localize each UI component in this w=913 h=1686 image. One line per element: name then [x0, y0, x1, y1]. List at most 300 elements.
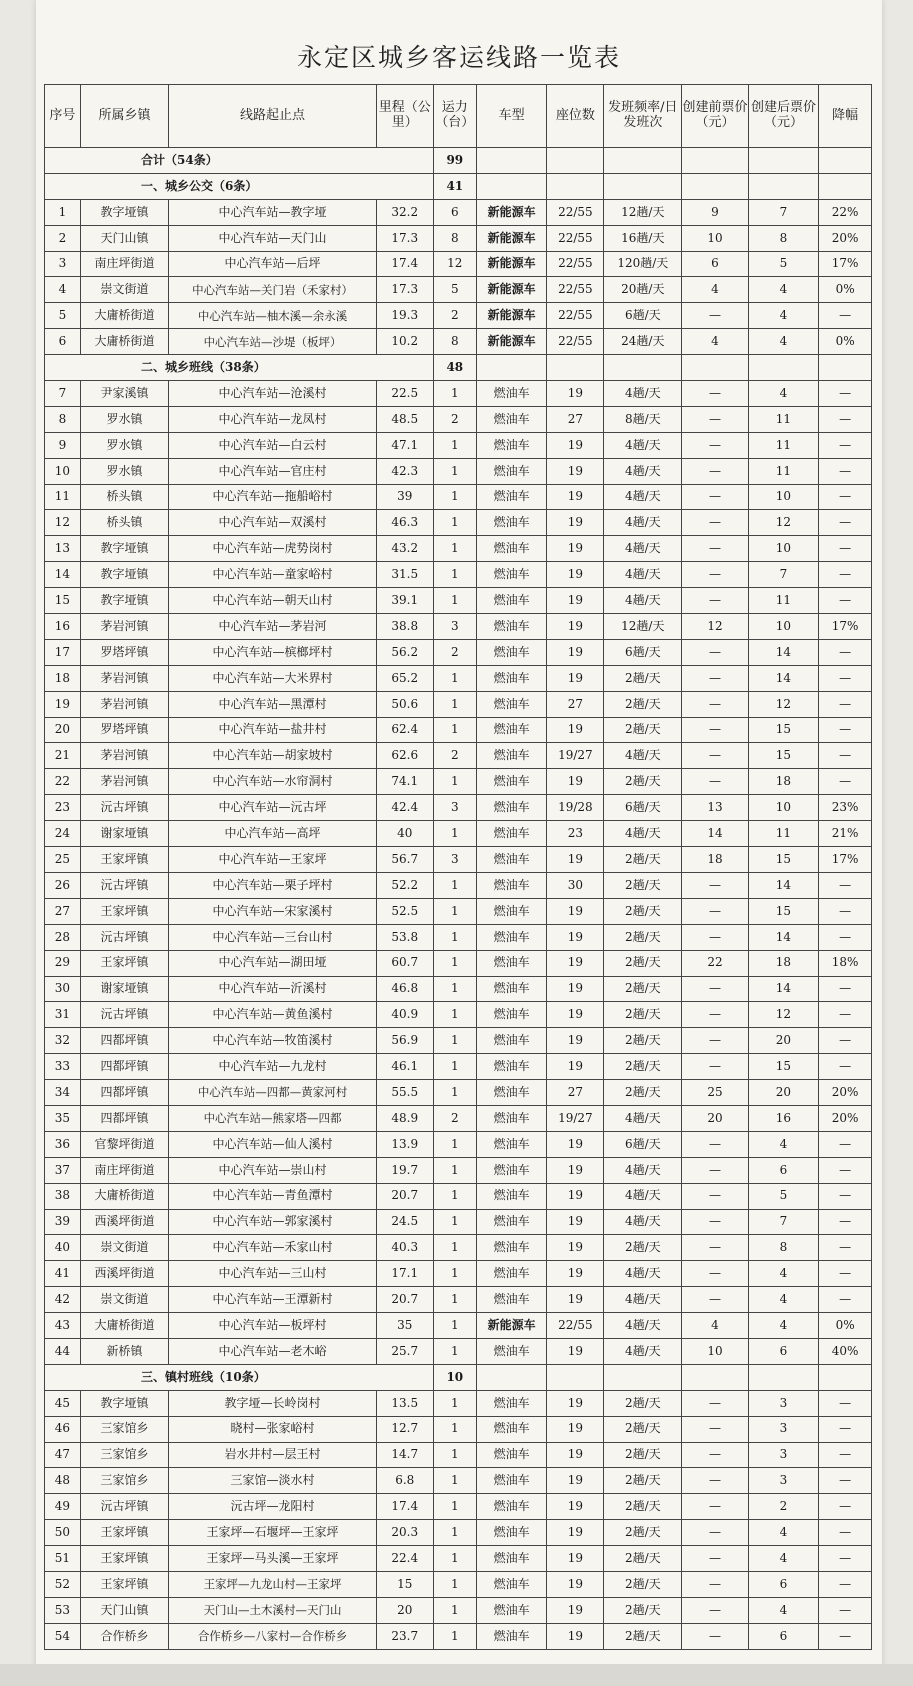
row-price-before: 13: [682, 795, 748, 821]
row-mileage: 31.5: [376, 562, 433, 588]
row-frequency: 120趟/天: [604, 251, 682, 277]
table-row: [45, 432, 872, 458]
row-town: 桥头镇: [80, 510, 168, 536]
row-reduction: —: [819, 1209, 872, 1235]
row-no: 24: [45, 821, 81, 847]
row-town: 大庸桥街道: [80, 303, 168, 329]
row-town: 四都坪镇: [80, 1054, 168, 1080]
table-row: [45, 1416, 872, 1442]
row-seats: 19: [547, 976, 604, 1002]
row-price-before: —: [682, 691, 748, 717]
row-price-after: 14: [748, 639, 819, 665]
row-reduction: —: [819, 484, 872, 510]
row-frequency: 2趟/天: [604, 950, 682, 976]
row-town: 天门山镇: [80, 225, 168, 251]
row-seats: 19: [547, 1442, 604, 1468]
row-no: 43: [45, 1313, 81, 1339]
row-seats: 22/55: [547, 199, 604, 225]
row-price-before: —: [682, 717, 748, 743]
row-frequency: 4趟/天: [604, 1338, 682, 1364]
row-mileage: 39: [376, 484, 433, 510]
table-row: [45, 950, 872, 976]
row-vehicle: 燃油车: [476, 639, 547, 665]
row-price-before: —: [682, 1416, 748, 1442]
row-capacity: 1: [433, 821, 476, 847]
row-no: 51: [45, 1546, 81, 1572]
row-vehicle: 燃油车: [476, 1028, 547, 1054]
row-price-before: 4: [682, 277, 748, 303]
row-price-before: —: [682, 303, 748, 329]
row-town: 谢家垭镇: [80, 976, 168, 1002]
table-row: [45, 847, 872, 873]
row-capacity: 1: [433, 484, 476, 510]
row-no: 40: [45, 1235, 81, 1261]
row-frequency: 4趟/天: [604, 1313, 682, 1339]
row-reduction: —: [819, 1157, 872, 1183]
row-capacity: 2: [433, 1105, 476, 1131]
row-seats: 19: [547, 536, 604, 562]
row-vehicle: 燃油车: [476, 1131, 547, 1157]
row-vehicle: 燃油车: [476, 536, 547, 562]
row-no: 1: [45, 199, 81, 225]
row-capacity: 1: [433, 1002, 476, 1028]
row-frequency: 2趟/天: [604, 1494, 682, 1520]
row-seats: 19: [547, 1468, 604, 1494]
row-capacity: 1: [433, 1494, 476, 1520]
row-seats: 19: [547, 898, 604, 924]
row-reduction: —: [819, 1028, 872, 1054]
row-vehicle: 燃油车: [476, 1054, 547, 1080]
row-route: 中心汽车站—熊家塔—四都: [169, 1105, 377, 1131]
row-no: 13: [45, 536, 81, 562]
row-vehicle: 燃油车: [476, 1623, 547, 1649]
row-no: 16: [45, 614, 81, 640]
row-vehicle: 燃油车: [476, 1235, 547, 1261]
row-reduction: —: [819, 1002, 872, 1028]
row-route: 中心汽车站—柚木溪—余永溪: [169, 303, 377, 329]
row-mileage: 38.8: [376, 614, 433, 640]
row-frequency: 4趟/天: [604, 1287, 682, 1313]
board-frame-edge: [0, 1664, 913, 1686]
row-no: 28: [45, 924, 81, 950]
row-capacity: 1: [433, 976, 476, 1002]
row-town: 崇文街道: [80, 277, 168, 303]
row-no: 26: [45, 872, 81, 898]
row-seats: 22/55: [547, 329, 604, 355]
row-seats: 23: [547, 821, 604, 847]
row-mileage: 14.7: [376, 1442, 433, 1468]
row-price-before: —: [682, 1002, 748, 1028]
row-reduction: —: [819, 691, 872, 717]
row-capacity: 2: [433, 743, 476, 769]
row-capacity: 1: [433, 1338, 476, 1364]
row-price-before: —: [682, 1157, 748, 1183]
row-vehicle: 燃油车: [476, 872, 547, 898]
row-capacity: 1: [433, 1468, 476, 1494]
header-price-after: 创建后票价（元）: [748, 85, 819, 148]
row-reduction: —: [819, 381, 872, 407]
row-reduction: —: [819, 303, 872, 329]
row-vehicle: 燃油车: [476, 898, 547, 924]
row-price-after: 14: [748, 976, 819, 1002]
row-route: 王家坪—九龙山村—王家坪: [169, 1571, 377, 1597]
table-row: [45, 821, 872, 847]
row-vehicle: 燃油车: [476, 821, 547, 847]
row-reduction: 22%: [819, 199, 872, 225]
row-price-before: —: [682, 1597, 748, 1623]
row-capacity: 1: [433, 510, 476, 536]
row-town: 西溪坪街道: [80, 1209, 168, 1235]
row-price-before: —: [682, 1183, 748, 1209]
row-no: 14: [45, 562, 81, 588]
row-frequency: 4趟/天: [604, 562, 682, 588]
row-town: 教字垭镇: [80, 562, 168, 588]
row-seats: 19: [547, 769, 604, 795]
row-town: 沅古坪镇: [80, 1494, 168, 1520]
row-seats: 19: [547, 484, 604, 510]
row-price-before: —: [682, 381, 748, 407]
row-town: 罗塔坪镇: [80, 717, 168, 743]
table-row: [45, 1546, 872, 1572]
row-frequency: 2趟/天: [604, 717, 682, 743]
row-frequency: 24趟/天: [604, 329, 682, 355]
row-mileage: 48.9: [376, 1105, 433, 1131]
row-mileage: 46.1: [376, 1054, 433, 1080]
row-price-after: 15: [748, 743, 819, 769]
table-row: [45, 1080, 872, 1106]
row-price-after: 10: [748, 484, 819, 510]
row-no: 9: [45, 432, 81, 458]
row-seats: 19: [547, 1183, 604, 1209]
table-row: [45, 1571, 872, 1597]
row-price-after: 15: [748, 898, 819, 924]
table-row: [45, 329, 872, 355]
row-capacity: 1: [433, 872, 476, 898]
row-seats: 19: [547, 950, 604, 976]
table-row: [45, 1468, 872, 1494]
total-row: [45, 148, 872, 174]
row-route: 中心汽车站—王家坪: [169, 847, 377, 873]
row-frequency: 2趟/天: [604, 924, 682, 950]
row-seats: 19: [547, 1054, 604, 1080]
row-vehicle: 燃油车: [476, 1390, 547, 1416]
row-no: 35: [45, 1105, 81, 1131]
row-vehicle: 燃油车: [476, 950, 547, 976]
row-capacity: 1: [433, 1080, 476, 1106]
header-price-before: 创建前票价（元）: [682, 85, 748, 148]
row-price-after: 3: [748, 1468, 819, 1494]
row-price-after: 14: [748, 872, 819, 898]
row-price-before: 12: [682, 614, 748, 640]
row-price-before: —: [682, 536, 748, 562]
row-no: 50: [45, 1520, 81, 1546]
row-price-before: 22: [682, 950, 748, 976]
table-row: [45, 458, 872, 484]
row-vehicle: 燃油车: [476, 1520, 547, 1546]
row-price-before: —: [682, 1520, 748, 1546]
row-reduction: —: [819, 1183, 872, 1209]
row-no: 7: [45, 381, 81, 407]
table-row: [45, 1313, 872, 1339]
row-route: 中心汽车站—关门岩（禾家村）: [169, 277, 377, 303]
row-price-before: —: [682, 976, 748, 1002]
row-frequency: 6趟/天: [604, 795, 682, 821]
row-reduction: —: [819, 1468, 872, 1494]
row-capacity: 2: [433, 406, 476, 432]
row-price-after: 7: [748, 199, 819, 225]
row-mileage: 17.3: [376, 277, 433, 303]
row-frequency: 4趟/天: [604, 1157, 682, 1183]
row-mileage: 19.3: [376, 303, 433, 329]
header-town: 所属乡镇: [80, 85, 168, 148]
table-row: [45, 614, 872, 640]
row-reduction: —: [819, 1494, 872, 1520]
row-frequency: 2趟/天: [604, 898, 682, 924]
row-route: 中心汽车站—高坪: [169, 821, 377, 847]
row-price-after: 12: [748, 510, 819, 536]
row-route: 中心汽车站—三台山村: [169, 924, 377, 950]
row-price-after: 11: [748, 432, 819, 458]
row-town: 教字垭镇: [80, 536, 168, 562]
row-no: 46: [45, 1416, 81, 1442]
row-capacity: 6: [433, 199, 476, 225]
row-capacity: 1: [433, 562, 476, 588]
row-vehicle: 燃油车: [476, 562, 547, 588]
row-mileage: 55.5: [376, 1080, 433, 1106]
row-reduction: —: [819, 639, 872, 665]
row-mileage: 56.7: [376, 847, 433, 873]
row-vehicle: 燃油车: [476, 1546, 547, 1572]
row-reduction: 17%: [819, 847, 872, 873]
row-price-after: 6: [748, 1157, 819, 1183]
row-price-after: 10: [748, 795, 819, 821]
row-price-before: —: [682, 924, 748, 950]
row-route: 中心汽车站—龙凤村: [169, 406, 377, 432]
row-town: 新桥镇: [80, 1338, 168, 1364]
row-no: 41: [45, 1261, 81, 1287]
row-no: 23: [45, 795, 81, 821]
row-price-before: 18: [682, 847, 748, 873]
row-town: 沅古坪镇: [80, 795, 168, 821]
row-mileage: 40: [376, 821, 433, 847]
row-price-before: —: [682, 484, 748, 510]
row-mileage: 35: [376, 1313, 433, 1339]
row-vehicle: 燃油车: [476, 588, 547, 614]
row-town: 南庄坪街道: [80, 251, 168, 277]
table-row: [45, 1054, 872, 1080]
row-route: 中心汽车站—大米界村: [169, 665, 377, 691]
row-no: 53: [45, 1597, 81, 1623]
row-town: 尹家溪镇: [80, 381, 168, 407]
row-vehicle: 燃油车: [476, 1002, 547, 1028]
header-vehicle: 车型: [476, 85, 547, 148]
row-mileage: 22.5: [376, 381, 433, 407]
row-price-after: 16: [748, 1105, 819, 1131]
row-town: 茅岩河镇: [80, 691, 168, 717]
row-price-after: 15: [748, 1054, 819, 1080]
row-mileage: 17.3: [376, 225, 433, 251]
row-frequency: 2趟/天: [604, 1002, 682, 1028]
row-vehicle: 燃油车: [476, 458, 547, 484]
row-town: 谢家垭镇: [80, 821, 168, 847]
row-capacity: 2: [433, 639, 476, 665]
table-row: [45, 1287, 872, 1313]
row-vehicle: 新能源车: [476, 251, 547, 277]
row-frequency: 4趟/天: [604, 536, 682, 562]
row-vehicle: 燃油车: [476, 1105, 547, 1131]
row-frequency: 2趟/天: [604, 1390, 682, 1416]
row-reduction: —: [819, 665, 872, 691]
table-body: [45, 148, 872, 1650]
row-price-before: —: [682, 1054, 748, 1080]
row-capacity: 1: [433, 1313, 476, 1339]
row-reduction: 20%: [819, 1080, 872, 1106]
row-town: 官黎坪街道: [80, 1131, 168, 1157]
row-route: 中心汽车站—官庄村: [169, 458, 377, 484]
row-no: 17: [45, 639, 81, 665]
table-row: [45, 769, 872, 795]
row-vehicle: 燃油车: [476, 1157, 547, 1183]
row-reduction: 23%: [819, 795, 872, 821]
row-town: 三家馆乡: [80, 1442, 168, 1468]
row-route: 王家坪—石堰坪—王家坪: [169, 1520, 377, 1546]
row-price-after: 11: [748, 821, 819, 847]
row-mileage: 17.1: [376, 1261, 433, 1287]
row-mileage: 22.4: [376, 1546, 433, 1572]
row-town: 茅岩河镇: [80, 665, 168, 691]
table-row: [45, 1261, 872, 1287]
row-route: 中心汽车站—老木峪: [169, 1338, 377, 1364]
row-town: 王家坪镇: [80, 1520, 168, 1546]
row-frequency: 4趟/天: [604, 458, 682, 484]
row-vehicle: 燃油车: [476, 847, 547, 873]
row-price-after: 4: [748, 1287, 819, 1313]
row-price-after: 14: [748, 924, 819, 950]
row-frequency: 2趟/天: [604, 1028, 682, 1054]
row-seats: 19: [547, 1261, 604, 1287]
row-route: 沅古坪—龙阳村: [169, 1494, 377, 1520]
row-seats: 19: [547, 1131, 604, 1157]
row-price-before: —: [682, 510, 748, 536]
row-town: 合作桥乡: [80, 1623, 168, 1649]
row-capacity: 1: [433, 1054, 476, 1080]
row-mileage: 46.3: [376, 510, 433, 536]
row-seats: 22/55: [547, 1313, 604, 1339]
table-row: [45, 691, 872, 717]
row-seats: 19: [547, 1494, 604, 1520]
row-reduction: —: [819, 1054, 872, 1080]
row-route: 中心汽车站—拖船峪村: [169, 484, 377, 510]
row-mileage: 39.1: [376, 588, 433, 614]
row-seats: 19: [547, 562, 604, 588]
row-capacity: 3: [433, 614, 476, 640]
row-reduction: —: [819, 1597, 872, 1623]
row-mileage: 52.2: [376, 872, 433, 898]
row-reduction: —: [819, 1390, 872, 1416]
row-capacity: 1: [433, 769, 476, 795]
row-price-before: —: [682, 1571, 748, 1597]
row-vehicle: 燃油车: [476, 717, 547, 743]
row-frequency: 4趟/天: [604, 381, 682, 407]
row-price-after: 11: [748, 588, 819, 614]
row-capacity: 1: [433, 458, 476, 484]
row-route: 中心汽车站—白云村: [169, 432, 377, 458]
row-mileage: 17.4: [376, 1494, 433, 1520]
row-capacity: 1: [433, 1131, 476, 1157]
row-no: 6: [45, 329, 81, 355]
header-mileage: 里程（公里）: [376, 85, 433, 148]
row-town: 王家坪镇: [80, 1571, 168, 1597]
row-price-before: 6: [682, 251, 748, 277]
row-frequency: 2趟/天: [604, 665, 682, 691]
row-reduction: —: [819, 872, 872, 898]
row-price-before: —: [682, 1494, 748, 1520]
row-reduction: 21%: [819, 821, 872, 847]
total-label: 合计（54条）: [45, 148, 434, 174]
row-price-after: 3: [748, 1416, 819, 1442]
row-price-after: 4: [748, 1131, 819, 1157]
table-row: [45, 1209, 872, 1235]
row-price-before: 4: [682, 329, 748, 355]
row-vehicle: 燃油车: [476, 381, 547, 407]
row-price-after: 4: [748, 1520, 819, 1546]
row-frequency: 2趟/天: [604, 1442, 682, 1468]
row-reduction: —: [819, 588, 872, 614]
row-seats: 19: [547, 1209, 604, 1235]
row-capacity: 8: [433, 225, 476, 251]
row-town: 三家馆乡: [80, 1416, 168, 1442]
row-vehicle: 新能源车: [476, 225, 547, 251]
section-capacity: 10: [433, 1364, 476, 1390]
table-row: [45, 1520, 872, 1546]
row-price-before: —: [682, 1442, 748, 1468]
row-reduction: —: [819, 1416, 872, 1442]
row-capacity: 1: [433, 924, 476, 950]
row-price-before: —: [682, 432, 748, 458]
row-no: 20: [45, 717, 81, 743]
row-frequency: 4趟/天: [604, 1261, 682, 1287]
row-price-before: —: [682, 769, 748, 795]
row-frequency: 12趟/天: [604, 199, 682, 225]
row-reduction: —: [819, 976, 872, 1002]
row-route: 中心汽车站—黑潭村: [169, 691, 377, 717]
row-no: 48: [45, 1468, 81, 1494]
row-capacity: 3: [433, 847, 476, 873]
row-price-before: 4: [682, 1313, 748, 1339]
row-mileage: 20.3: [376, 1520, 433, 1546]
row-no: 21: [45, 743, 81, 769]
row-mileage: 20.7: [376, 1287, 433, 1313]
row-frequency: 2趟/天: [604, 1597, 682, 1623]
row-vehicle: 燃油车: [476, 1338, 547, 1364]
row-frequency: 2趟/天: [604, 1571, 682, 1597]
row-vehicle: 燃油车: [476, 406, 547, 432]
row-frequency: 6趟/天: [604, 639, 682, 665]
row-seats: 19: [547, 1597, 604, 1623]
row-town: 四都坪镇: [80, 1105, 168, 1131]
row-mileage: 20.7: [376, 1183, 433, 1209]
row-reduction: —: [819, 1520, 872, 1546]
row-vehicle: 燃油车: [476, 510, 547, 536]
table-row: [45, 225, 872, 251]
header-seats: 座位数: [547, 85, 604, 148]
row-reduction: 17%: [819, 614, 872, 640]
row-vehicle: 新能源车: [476, 329, 547, 355]
row-no: 34: [45, 1080, 81, 1106]
table-row: [45, 665, 872, 691]
row-frequency: 2趟/天: [604, 1520, 682, 1546]
row-price-before: —: [682, 1623, 748, 1649]
